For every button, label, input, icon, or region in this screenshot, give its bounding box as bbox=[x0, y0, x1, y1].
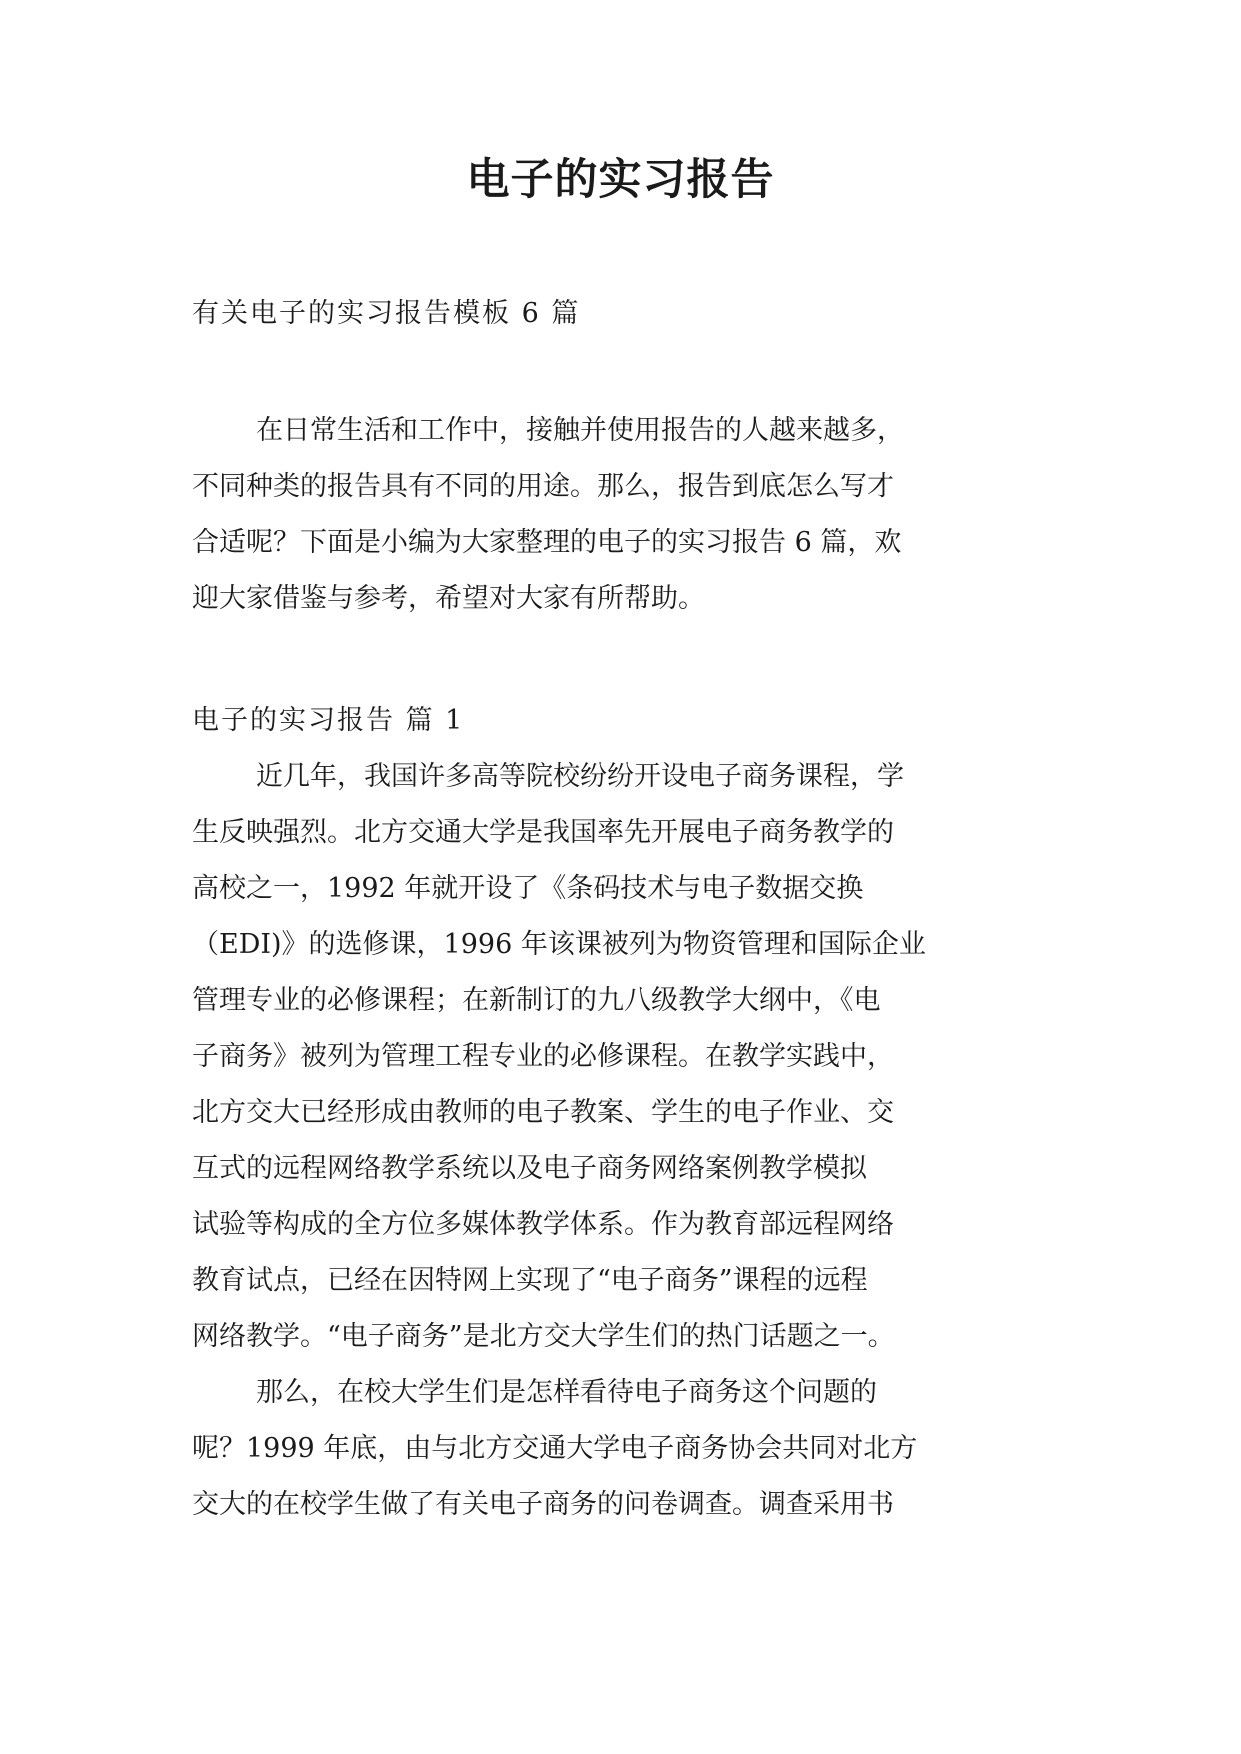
para2-line: 呢？1999 年底，由与北方交通大学电子商务协会共同对北方 bbox=[192, 1433, 918, 1464]
para1-line: 互式的远程网络教学系统以及电子商务网络案例教学模拟 bbox=[192, 1153, 867, 1184]
para1-line: 教育试点，已经在因特网上实现了“电子商务”课程的远程 bbox=[192, 1265, 868, 1296]
para1-line: 生反映强烈。北方交通大学是我国率先开展电子商务教学的 bbox=[192, 817, 894, 848]
para2-line: 那么，在校大学生们是怎样看待电子商务这个问题的 bbox=[256, 1377, 877, 1408]
intro-line: 不同种类的报告具有不同的用途。那么，报告到底怎么写才 bbox=[192, 471, 894, 502]
para1-line: 管理专业的必修课程；在新制订的九八级教学大纲中，《电 bbox=[192, 985, 881, 1016]
para1-line: 网络教学。“电子商务”是北方交大学生们的热门话题之一。 bbox=[192, 1321, 895, 1352]
document-subtitle: 有关电子的实习报告模板 6 篇 bbox=[192, 298, 581, 329]
section-heading: 电子的实习报告 篇 1 bbox=[192, 705, 465, 736]
para1-line: 子商务》被列为管理工程专业的必修课程。在教学实践中， bbox=[192, 1041, 894, 1072]
document-title: 电子的实习报告 bbox=[466, 155, 775, 205]
para1-line: 近几年，我国许多高等院校纷纷开设电子商务课程，学 bbox=[256, 761, 904, 792]
para1-line: （EDI)》的选修课，1996 年该课被列为物资管理和国际企业 bbox=[192, 929, 926, 960]
para1-line: 高校之一，1992 年就开设了《条码技术与电子数据交换 bbox=[192, 873, 864, 904]
para1-line: 北方交大已经形成由教师的电子教案、学生的电子作业、交 bbox=[192, 1097, 894, 1128]
intro-line: 迎大家借鉴与参考，希望对大家有所帮助。 bbox=[192, 583, 705, 614]
intro-line: 合适呢？下面是小编为大家整理的电子的实习报告 6 篇，欢 bbox=[192, 527, 902, 558]
para2-line: 交大的在校学生做了有关电子商务的问卷调查。调查采用书 bbox=[192, 1489, 894, 1520]
para1-line: 试验等构成的全方位多媒体教学体系。作为教育部远程网络 bbox=[192, 1209, 894, 1240]
intro-line: 在日常生活和工作中，接触并使用报告的人越来越多， bbox=[256, 415, 904, 446]
